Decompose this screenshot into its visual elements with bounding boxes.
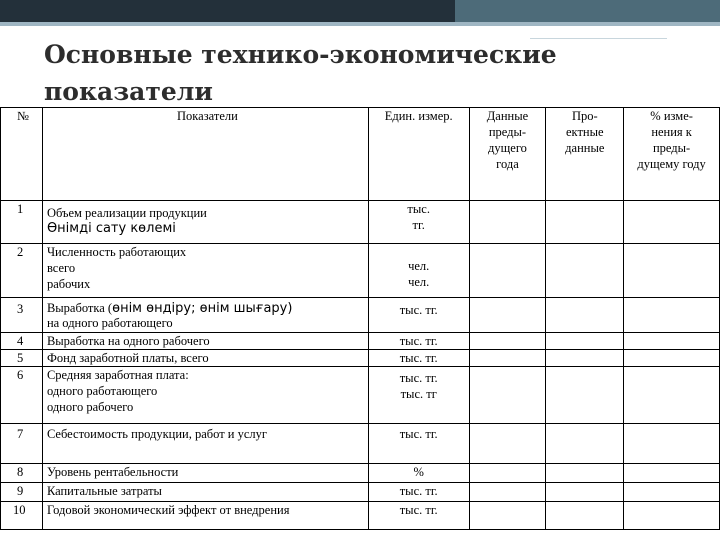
table-header-row	[1, 108, 720, 201]
table-row	[1, 244, 720, 298]
row-pct-value	[624, 464, 720, 483]
row-unit	[368, 244, 469, 298]
row-indicator	[42, 298, 368, 333]
row-pct-value	[624, 350, 720, 367]
header-prev-line: дущего	[488, 141, 527, 155]
row-pct-value	[624, 201, 720, 244]
row-unit	[368, 424, 469, 464]
unit-line: тыс. тг.	[399, 427, 438, 441]
table-row	[1, 424, 720, 464]
row-proj-value	[546, 333, 624, 350]
unit-line: чел.	[408, 275, 430, 289]
row-pct-value	[624, 483, 720, 502]
header-pct-line: нения к	[651, 125, 692, 139]
row-unit	[368, 367, 469, 424]
row-indicator: Выработка на одного рабочего	[42, 333, 368, 350]
row-prev-value	[469, 483, 546, 502]
row-prev-value	[469, 502, 546, 530]
row-number: 5	[1, 350, 43, 367]
row-unit: тыс. тг.	[368, 298, 469, 333]
header-prev-line: года	[496, 157, 519, 171]
header-percent-change	[624, 108, 720, 201]
indicator-kazakh: Өнімді сату көлемі	[46, 221, 176, 236]
row-prev-value	[469, 350, 546, 367]
row-indicator: Годовой экономический эффект от внедрения	[42, 502, 368, 530]
row-indicator	[42, 201, 368, 244]
row-proj-value	[546, 367, 624, 424]
row-indicator: Фонд заработной платы, всего	[42, 350, 368, 367]
indicator-kazakh: өнім өндіру; өнім шығару)	[112, 301, 293, 316]
table-row	[1, 502, 720, 530]
row-number: 6	[1, 367, 43, 424]
indicator-line: всего	[46, 261, 76, 275]
indicator-line: рабочих	[46, 277, 91, 291]
row-proj-value	[546, 350, 624, 367]
row-unit	[368, 201, 469, 244]
row-prev-value	[469, 201, 546, 244]
indicator-prefix: Выработка (	[46, 301, 113, 315]
row-number: 2	[1, 244, 43, 298]
row-pct-value	[624, 367, 720, 424]
header-pct-line: % изме-	[650, 109, 693, 123]
table-row	[1, 367, 720, 424]
header-proj-line: Про-	[571, 109, 598, 123]
indicator-line: Численность работающих	[46, 245, 187, 259]
row-proj-value	[546, 201, 624, 244]
indicator-line: одного работающего	[46, 384, 158, 398]
row-prev-value	[469, 298, 546, 333]
row-unit: тыс. тг.	[368, 350, 469, 367]
unit-line: чел.	[408, 259, 430, 273]
indicator-line: Средняя заработная плата:	[46, 368, 189, 382]
row-proj-value	[546, 244, 624, 298]
row-proj-value	[546, 502, 624, 530]
row-unit: тыс. тг.	[368, 333, 469, 350]
unit-line: тг.	[412, 218, 425, 232]
row-pct-value	[624, 333, 720, 350]
row-number: 9	[1, 483, 43, 502]
row-pct-value	[624, 424, 720, 464]
row-number: 10	[1, 502, 43, 530]
row-pct-value	[624, 244, 720, 298]
header-project-data	[546, 108, 624, 201]
row-number: 3	[1, 298, 43, 333]
table-row	[1, 333, 720, 350]
row-number: 7	[1, 424, 43, 464]
slide-title: Основные технико-экономические показатели	[44, 40, 557, 106]
header-number: №	[1, 108, 43, 201]
header-pct-line: преды-	[652, 141, 691, 155]
row-number: 8	[1, 464, 43, 483]
header-prev-line: преды-	[488, 125, 527, 139]
row-prev-value	[469, 464, 546, 483]
indicator-line-wrap	[47, 300, 368, 317]
header-previous-year	[469, 108, 546, 201]
row-pct-value	[624, 298, 720, 333]
row-pct-value	[624, 502, 720, 530]
unit-line: тыс. тг	[400, 387, 437, 401]
row-proj-value	[546, 483, 624, 502]
row-proj-value	[546, 424, 624, 464]
row-prev-value	[469, 424, 546, 464]
row-unit: тыс. тг.	[368, 483, 469, 502]
header-proj-line: данные	[565, 141, 605, 155]
row-number: 1	[1, 201, 43, 244]
header-unit: Един. измер.	[368, 108, 469, 201]
row-indicator: Себестоимость продукции, работ и услуг	[42, 424, 368, 464]
row-proj-value	[546, 464, 624, 483]
row-indicator: Капитальные затраты	[42, 483, 368, 502]
indicators-table	[0, 107, 720, 530]
row-prev-value	[469, 244, 546, 298]
indicator-line: одного рабочего	[46, 400, 134, 414]
table-row	[1, 350, 720, 367]
slide-top-bar-accent	[0, 22, 720, 26]
table-row	[1, 298, 720, 333]
slide-top-bar-block	[455, 0, 720, 22]
unit-line	[369, 248, 469, 258]
row-unit: %	[368, 464, 469, 483]
header-pct-line: дущему году	[637, 157, 706, 171]
unit-line: тыс. тг.	[399, 371, 438, 385]
row-indicator	[42, 367, 368, 424]
row-prev-value	[469, 367, 546, 424]
row-unit: тыс. тг.	[368, 502, 469, 530]
row-indicator	[42, 244, 368, 298]
table-row	[1, 201, 720, 244]
row-prev-value	[469, 333, 546, 350]
unit-line: тыс.	[407, 202, 430, 216]
table-row	[1, 483, 720, 502]
indicator-line: на одного работающего	[46, 316, 173, 330]
slide-top-bar	[0, 0, 720, 22]
row-indicator: Уровень рентабельности	[42, 464, 368, 483]
indicator-line: Объем реализации продукции	[46, 206, 207, 220]
header-indicator: Показатели	[42, 108, 368, 201]
row-proj-value	[546, 298, 624, 333]
header-proj-line: ектные	[566, 125, 604, 139]
row-number: 4	[1, 333, 43, 350]
table-row	[1, 464, 720, 483]
header-prev-line: Данные	[486, 109, 529, 123]
